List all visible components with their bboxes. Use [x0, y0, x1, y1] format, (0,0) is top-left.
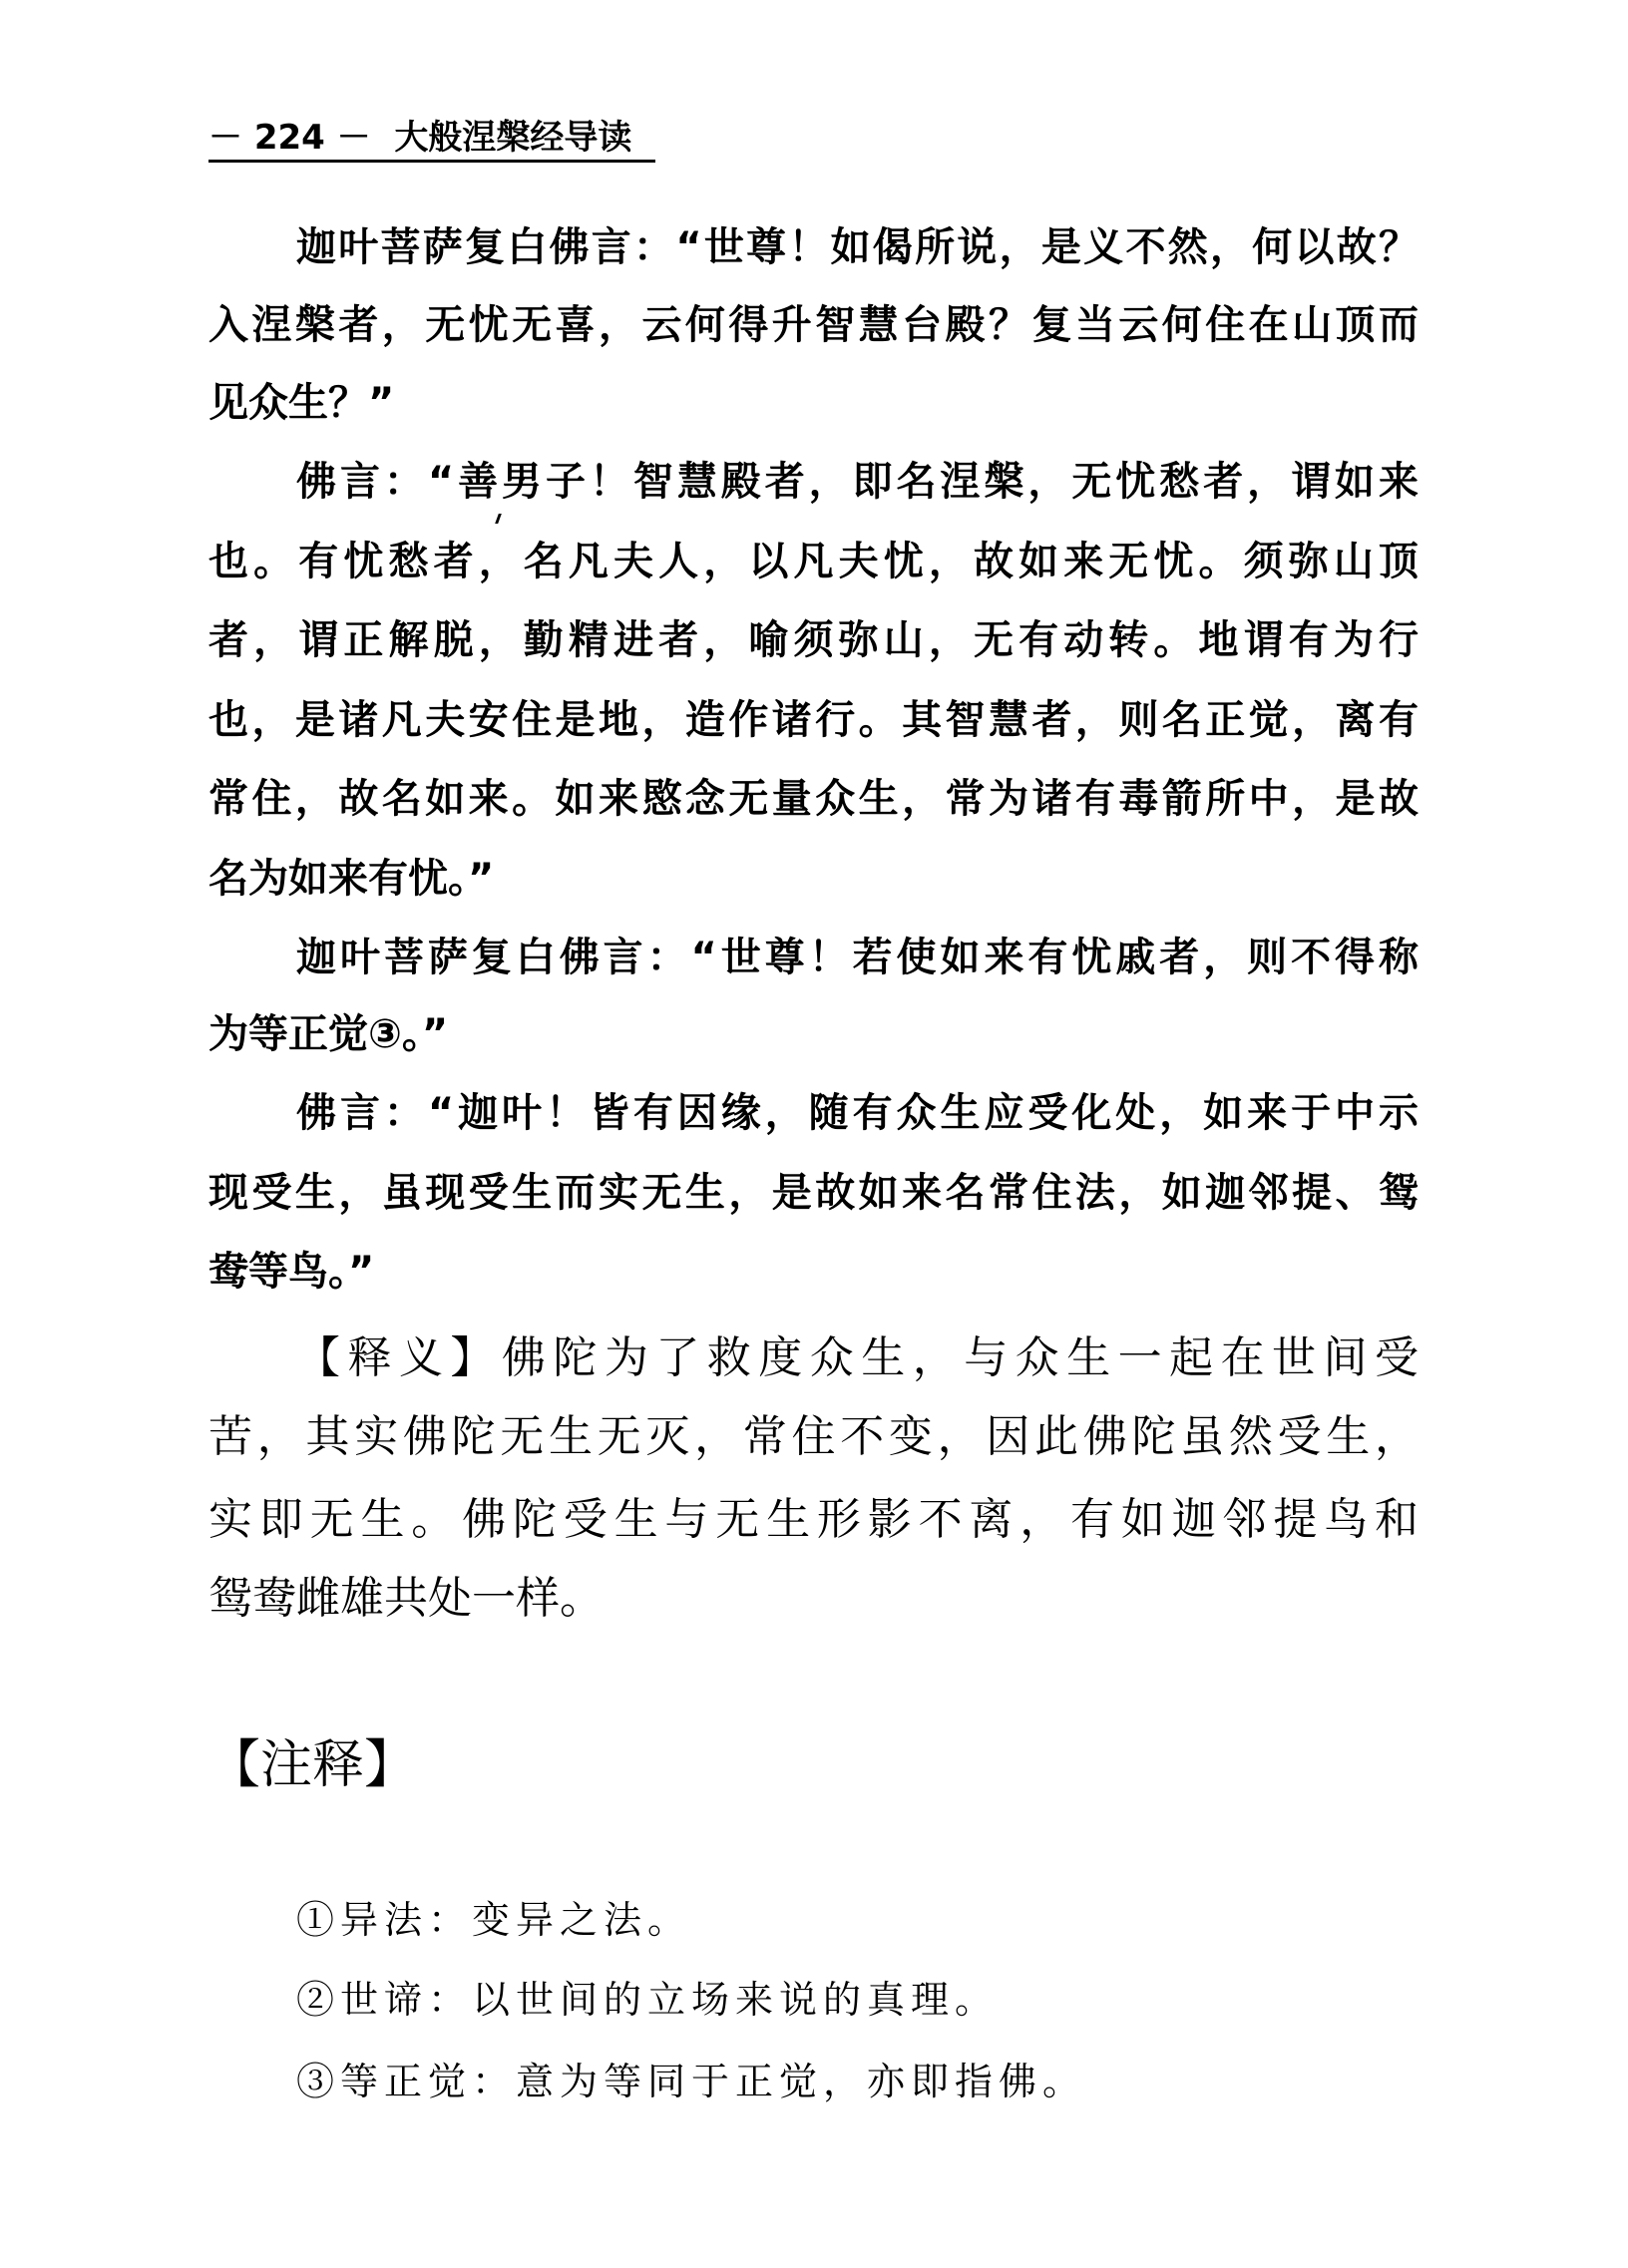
text-line: 为等正觉③。”	[208, 1011, 449, 1057]
explanation-line: 实即无生。佛陀受生与无生形影不离，有如迦邻提鸟和	[208, 1494, 1419, 1545]
header-rule	[208, 160, 655, 163]
explanation-line: 苦，其实佛陀无生无灭，常住不变，因此佛陀虽然受生，	[208, 1411, 1419, 1462]
notes-heading: 【注释】	[208, 1735, 417, 1795]
text-line: 佛言：“迦叶！皆有因缘，随有众生应受化处，如来于中示	[296, 1090, 1419, 1136]
text-line: 见众生？”	[208, 380, 395, 426]
footnote: ①异法：变异之法。	[296, 1898, 692, 1942]
text-line: 鸯等鸟。”	[208, 1249, 375, 1295]
text-line: 现受生，虽现受生而实无生，是故如来名常住法，如迦邻提、鸳	[208, 1170, 1419, 1216]
page-number: － 224 －	[208, 118, 371, 158]
running-header	[208, 116, 655, 160]
text-line: 迦叶菩萨复白佛言：“世尊！如偈所说，是义不然，何以故？	[296, 224, 1419, 270]
text-line: 迦叶菩萨复白佛言：“世尊！若使如来有忧戚者，则不得称	[296, 935, 1419, 980]
text-line: 入涅槃者，无忧无喜，云何得升智慧台殿？复当云何住在山顶而	[208, 302, 1419, 348]
text-line: 也，是诸凡夫安住是地，造作诸行。其智慧者，则名正觉，离有	[208, 697, 1419, 743]
explanation-line: 鸳鸯雌雄共处一样。	[208, 1573, 604, 1624]
text-line: 也。有忧愁者，名凡夫人，以凡夫忧，故如来无忧。须弥山顶	[208, 539, 1419, 584]
text-line: 常住，故名如来。如来愍念无量众生，常为诸有毒箭所中，是故	[208, 776, 1419, 822]
book-title: 大般涅槃经导读	[394, 118, 632, 158]
text-line: 佛言：“善男子！智慧殿者，即名涅槃，无忧愁者，谓如来	[296, 459, 1419, 505]
footnote: ③等正觉：意为等同于正觉，亦即指佛。	[296, 2060, 1087, 2103]
text-line: 者，谓正解脱，勤精进者，喻须弥山，无有动转。地谓有为行	[208, 617, 1419, 663]
text-line: 名为如来有忧。”	[208, 856, 495, 902]
explanation-line: 【释义】佛陀为了救度众生，与众生一起在世间受	[296, 1332, 1419, 1383]
print-speck	[495, 514, 502, 524]
footnote: ②世谛：以世间的立场来说的真理。	[296, 1978, 1000, 2022]
